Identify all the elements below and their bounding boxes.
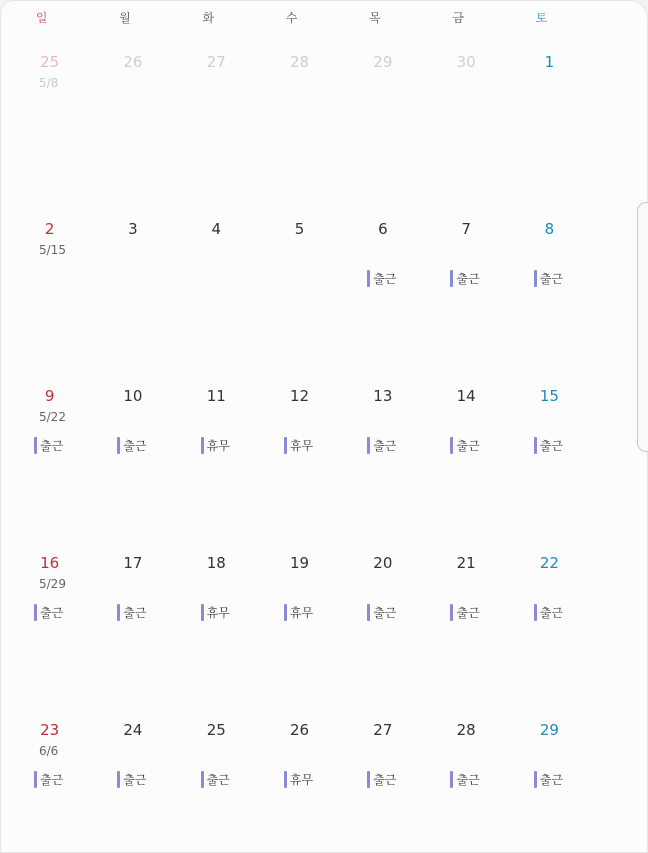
day-number: 18	[206, 554, 226, 572]
calendar-grid	[8, 44, 592, 853]
day-number: 29	[373, 53, 393, 71]
event-label: 출근	[206, 772, 230, 787]
event-color-bar	[367, 270, 370, 287]
day-number: 4	[211, 220, 222, 238]
day-number: 23	[40, 721, 60, 739]
event-color-bar	[34, 437, 37, 454]
day-number: 7	[461, 220, 471, 238]
shift-event[interactable]	[534, 268, 563, 288]
week-row	[8, 44, 592, 211]
event-label: 출근	[456, 772, 480, 787]
day-number: 22	[539, 554, 559, 572]
day-cell[interactable]	[8, 545, 91, 712]
event-label: 출근	[123, 605, 147, 620]
day-number: 13	[373, 387, 393, 405]
day-number: 10	[123, 387, 143, 405]
event-label: 휴무	[206, 605, 230, 620]
week-row	[8, 378, 592, 545]
day-number: 17	[123, 554, 143, 572]
weekday-sat: 토	[535, 11, 548, 25]
shift-event[interactable]	[367, 602, 396, 622]
day-number: 29	[539, 721, 559, 739]
shift-event[interactable]	[534, 769, 563, 789]
day-number: 28	[289, 53, 310, 71]
day-cell[interactable]	[175, 712, 258, 853]
day-cell[interactable]	[508, 712, 591, 853]
weekday-sun: 일	[35, 11, 48, 25]
week-start-label: 5/15	[39, 243, 66, 257]
event-color-bar	[34, 604, 37, 621]
shift-event[interactable]	[367, 435, 396, 455]
day-cell[interactable]	[341, 211, 424, 378]
event-color-bar	[284, 604, 287, 621]
side-panel-handle[interactable]	[637, 202, 648, 452]
event-color-bar	[450, 270, 453, 287]
weekday-tue: 화	[202, 11, 215, 25]
shift-event[interactable]	[450, 268, 479, 288]
event-label: 출근	[40, 772, 64, 787]
event-label: 출근	[456, 271, 480, 286]
week-start-label: 5/8	[39, 76, 59, 90]
event-color-bar	[534, 604, 537, 621]
day-cell[interactable]	[508, 44, 591, 211]
shift-event[interactable]	[34, 602, 63, 622]
event-color-bar	[450, 771, 453, 788]
event-color-bar	[534, 270, 537, 287]
day-cell[interactable]	[91, 211, 174, 378]
day-cell[interactable]	[175, 211, 258, 378]
event-label: 출근	[123, 438, 147, 453]
day-cell[interactable]	[8, 712, 91, 853]
day-number: 15	[539, 387, 559, 405]
event-color-bar	[117, 771, 120, 788]
day-number: 2	[44, 220, 55, 238]
day-cell[interactable]	[341, 545, 424, 712]
shift-event[interactable]	[367, 268, 396, 288]
day-number: 27	[373, 721, 393, 739]
event-color-bar	[450, 437, 453, 454]
day-cell[interactable]	[8, 378, 91, 545]
event-label: 휴무	[289, 438, 314, 453]
event-color-bar	[117, 604, 120, 621]
shift-event[interactable]	[450, 602, 479, 622]
event-label: 출근	[40, 438, 64, 453]
day-cell[interactable]	[91, 545, 174, 712]
day-number: 25	[40, 53, 60, 71]
day-number: 19	[289, 554, 310, 572]
shift-event[interactable]	[450, 769, 479, 789]
shift-event[interactable]	[117, 769, 146, 789]
event-label: 출근	[40, 605, 64, 620]
event-label: 휴무	[289, 605, 314, 620]
day-cell[interactable]	[508, 378, 591, 545]
event-color-bar	[201, 771, 204, 788]
event-color-bar	[450, 604, 453, 621]
day-cell[interactable]	[341, 712, 424, 853]
event-label: 휴무	[289, 772, 314, 787]
day-cell[interactable]	[258, 378, 341, 545]
shift-event[interactable]	[284, 435, 313, 455]
day-cell[interactable]	[258, 712, 341, 853]
event-label: 휴무	[206, 438, 230, 453]
shift-event[interactable]	[117, 435, 146, 455]
day-cell[interactable]	[91, 712, 174, 853]
weekday-wed: 수	[285, 11, 298, 25]
weekday-fri: 금	[452, 11, 464, 25]
shift-event[interactable]	[284, 602, 313, 622]
event-label: 출근	[456, 438, 480, 453]
event-color-bar	[534, 771, 537, 788]
day-number: 16	[40, 554, 60, 572]
day-cell[interactable]	[424, 712, 507, 853]
event-color-bar	[201, 604, 204, 621]
day-number: 30	[456, 53, 476, 71]
day-number: 6	[378, 220, 388, 238]
day-cell[interactable]	[424, 545, 507, 712]
day-cell[interactable]	[175, 44, 258, 211]
shift-event[interactable]	[534, 435, 563, 455]
event-color-bar	[201, 437, 204, 454]
day-number: 26	[289, 721, 310, 739]
week-row	[8, 545, 592, 712]
day-cell[interactable]	[8, 44, 91, 211]
event-color-bar	[367, 437, 370, 454]
day-cell[interactable]	[8, 211, 91, 378]
event-label: 출근	[539, 605, 563, 620]
event-color-bar	[284, 437, 287, 454]
day-cell[interactable]	[258, 211, 341, 378]
event-color-bar	[117, 437, 120, 454]
day-cell[interactable]	[258, 545, 341, 712]
day-number: 25	[206, 721, 226, 739]
shift-event[interactable]	[201, 602, 230, 622]
day-number: 1	[544, 53, 555, 71]
day-number: 3	[128, 220, 138, 238]
day-cell[interactable]	[424, 211, 507, 378]
event-color-bar	[367, 771, 370, 788]
day-number: 8	[544, 220, 555, 238]
day-cell[interactable]	[258, 44, 341, 211]
event-color-bar	[34, 771, 37, 788]
day-number: 12	[289, 387, 310, 405]
event-label: 출근	[539, 772, 563, 787]
week-start-label: 5/29	[39, 577, 66, 591]
day-number: 26	[123, 53, 143, 71]
week-row	[8, 211, 592, 378]
day-number: 5	[294, 220, 305, 238]
day-number: 21	[456, 554, 476, 572]
event-label: 출근	[539, 271, 563, 286]
event-label: 출근	[373, 438, 397, 453]
week-start-label: 5/22	[39, 410, 66, 424]
day-cell[interactable]	[341, 44, 424, 211]
day-cell[interactable]	[175, 545, 258, 712]
day-cell[interactable]	[175, 378, 258, 545]
shift-event[interactable]	[534, 602, 563, 622]
day-cell[interactable]	[508, 211, 591, 378]
shift-event[interactable]	[34, 769, 63, 789]
day-cell[interactable]	[341, 378, 424, 545]
week-row	[8, 712, 592, 853]
shift-event[interactable]	[201, 769, 230, 789]
shift-event[interactable]	[284, 769, 313, 789]
day-cell[interactable]	[424, 378, 507, 545]
day-number: 11	[206, 387, 226, 405]
day-number: 27	[206, 53, 226, 71]
day-number: 14	[456, 387, 476, 405]
shift-event[interactable]	[34, 435, 63, 455]
day-cell[interactable]	[91, 44, 174, 211]
shift-event[interactable]	[201, 435, 230, 455]
weekday-thu: 목	[369, 11, 381, 25]
week-start-label: 6/6	[39, 744, 59, 758]
shift-event[interactable]	[450, 435, 479, 455]
day-number: 9	[44, 387, 55, 405]
day-number: 20	[373, 554, 393, 572]
event-label: 출근	[123, 772, 147, 787]
shift-event[interactable]	[367, 769, 396, 789]
weekday-header	[0, 0, 590, 36]
day-cell[interactable]	[508, 545, 591, 712]
event-label: 출근	[373, 605, 397, 620]
day-number: 28	[456, 721, 476, 739]
day-number: 24	[123, 721, 143, 739]
shift-event[interactable]	[117, 602, 146, 622]
day-cell[interactable]	[424, 44, 507, 211]
event-label: 출근	[373, 772, 397, 787]
event-label: 출근	[456, 605, 480, 620]
event-label: 출근	[373, 271, 397, 286]
weekday-mon: 월	[119, 11, 131, 25]
event-color-bar	[367, 604, 370, 621]
event-color-bar	[534, 437, 537, 454]
event-color-bar	[284, 771, 287, 788]
day-cell[interactable]	[91, 378, 174, 545]
event-label: 출근	[539, 438, 563, 453]
